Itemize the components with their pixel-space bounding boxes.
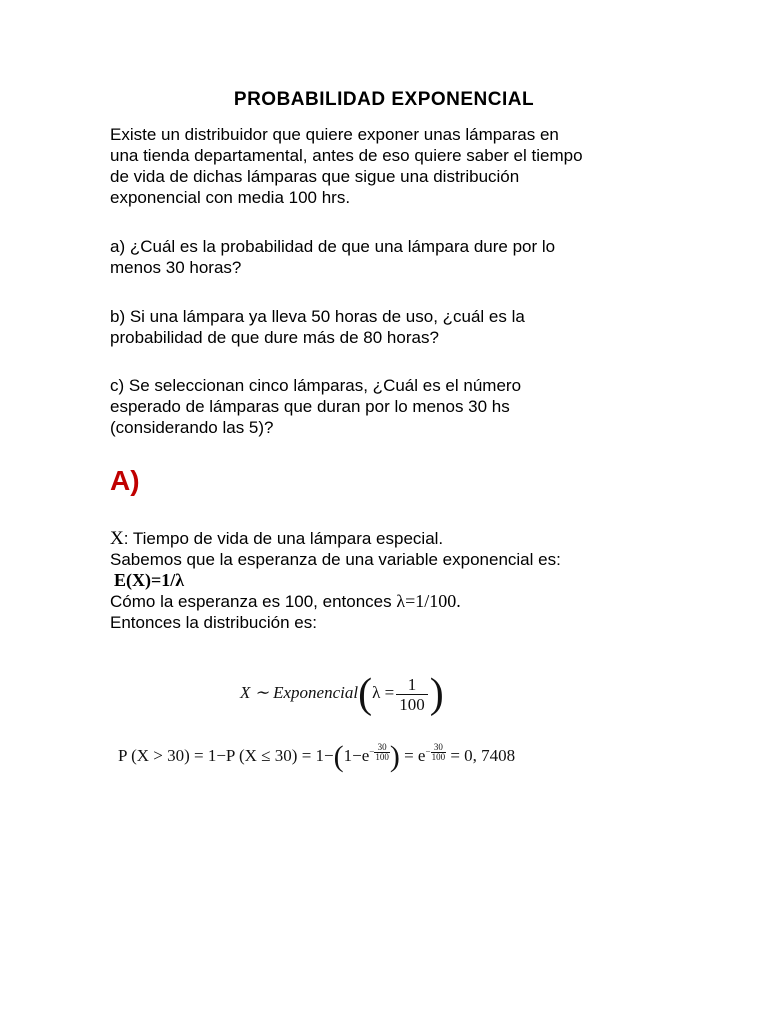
left-paren: ( bbox=[358, 671, 373, 717]
section-heading-a: A) bbox=[110, 465, 140, 496]
right-paren: ) bbox=[389, 740, 400, 773]
exponent-fraction: − $\frac{30}{100}$ bbox=[425, 741, 446, 762]
variable-symbol: X bbox=[110, 528, 124, 549]
left-paren: ( bbox=[333, 740, 344, 773]
intro-line: exponencial con media 100 hrs. bbox=[110, 188, 351, 207]
inner-expression: 1−e bbox=[343, 745, 370, 765]
question-a-line: a) ¿Cuál es la probabilidad de que una lámpara dure por lo bbox=[110, 237, 556, 256]
exponent-numerator: 30 bbox=[374, 743, 390, 753]
exponent-fraction: − $\frac{30}{100}$ bbox=[369, 741, 389, 762]
exponent-denominator: 100 bbox=[375, 751, 389, 762]
question-b bbox=[110, 306, 670, 348]
question-a-line: menos 30 horas? bbox=[110, 258, 242, 277]
question-c bbox=[110, 375, 670, 438]
variable-description: : Tiempo de vida de una lámpara especial. bbox=[123, 529, 444, 548]
question-a bbox=[110, 236, 670, 278]
lambda-equals: λ = bbox=[372, 682, 395, 702]
probability-lhs: P (X > 30) = 1−P (X ≤ 30) = 1− bbox=[118, 745, 334, 765]
document-title: PROBABILIDAD EXPONENCIAL bbox=[233, 89, 535, 110]
exponent-denominator: 100 bbox=[431, 751, 446, 762]
distribution-formula bbox=[240, 671, 444, 717]
lambda-fraction bbox=[396, 675, 428, 714]
probability-result: = 0, 7408 bbox=[450, 745, 516, 765]
variable-definition bbox=[110, 528, 670, 549]
lambda-value: λ=1/100. bbox=[396, 591, 461, 611]
distribution-lhs: X ∼ Exponencial bbox=[240, 682, 359, 702]
probability-formula bbox=[118, 742, 515, 772]
solution-block bbox=[110, 528, 670, 633]
right-paren: ) bbox=[429, 671, 444, 717]
intro-paragraph bbox=[110, 124, 670, 208]
question-c-line: c) Se seleccionan cinco lámparas, ¿Cuál es el número bbox=[110, 376, 522, 395]
equals-e: = e bbox=[404, 745, 426, 765]
question-b-line: probabilidad de que dure más de 80 horas? bbox=[110, 328, 439, 347]
expectation-statement: Sabemos que la esperanza de una variable exponencial es: bbox=[110, 550, 561, 569]
expectation-formula bbox=[110, 570, 670, 591]
fraction-denominator: 100 bbox=[399, 694, 425, 714]
intro-line: Existe un distribuidor que quiere exponer unas lámparas en bbox=[110, 125, 559, 144]
fraction-numerator: 1 bbox=[396, 675, 428, 695]
intro-line: de vida de dichas lámparas que sigue una distribución bbox=[110, 167, 520, 186]
exponent-numerator: 30 bbox=[431, 743, 447, 753]
question-c-line: esperado de lámparas que duran por lo menos 30 hs bbox=[110, 397, 510, 416]
expectation-formula-text: E(X)=1/λ bbox=[114, 570, 185, 590]
lambda-statement-text: Cómo la esperanza es 100, entonces bbox=[110, 592, 397, 611]
intro-line: una tienda departamental, antes de eso quiere saber el tiempo bbox=[110, 146, 583, 165]
question-b-line: b) Si una lámpara ya lleva 50 horas de uso, ¿cuál es la bbox=[110, 307, 525, 326]
lambda-statement bbox=[110, 591, 670, 612]
question-c-line: (considerando las 5)? bbox=[110, 418, 274, 437]
distribution-statement: Entonces la distribución es: bbox=[110, 613, 317, 632]
